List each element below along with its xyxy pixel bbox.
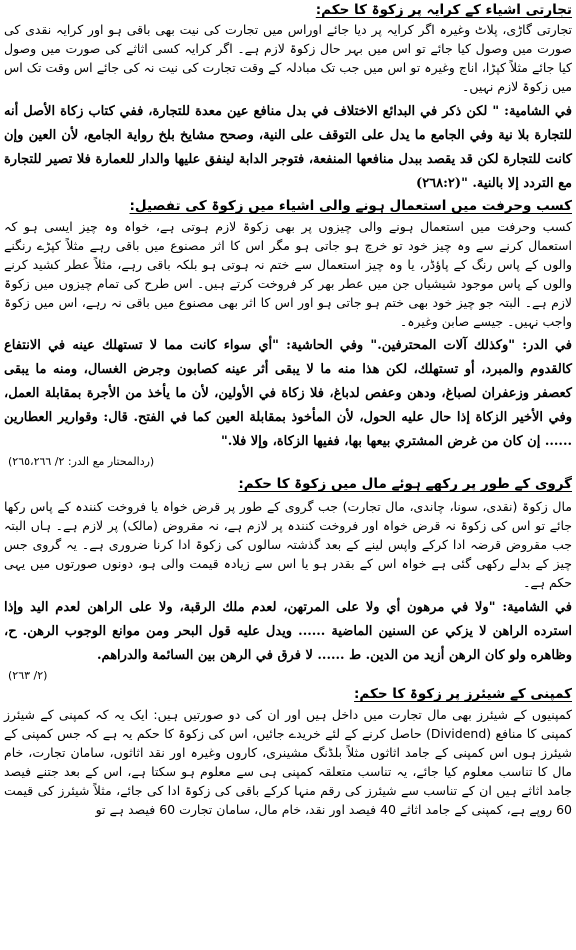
arabic-quote-shamiya-pledge: في الشامية: "ولا في مرهون أي ولا على المرتهن، لعدم ملك الرقبة، ولا على الراهن لعدم اليد وإذا استرده الراهن لا يزكي عن السنين الماضية ...... ويدل عليه قول البحر ومن موانع الوجوب الرهن. ح، وظاهره ولو كان الرهن أزيد من الدين. ط ...... لا فرق في الرهن بين السائمة والدراهم. xyxy=(4,600,572,663)
section-heading-craft-tools: کسب وحرفت میں استعمال ہونے والی اشیاء میں زکوۃ کی تفصیل: xyxy=(129,198,572,214)
section-paragraph-craft-tools: کسب وحرفت میں استعمال ہونے والی چیزوں پر بھی زکوۃ لازم ہوتی ہے، خواہ وہ چیز ایسی ہو کہ استعمال کرنے سے وہ چیز خود تو خرچ ہو جاتی ہو مگر اس کا اثر مصنوع میں باقی رہے مثلاً کپڑے رنگنے والوں کے پاس رنگ کے پاؤڈر، یا وہ چیز استعمال سے ختم نہ ہوتی ہو بلکہ باقی رہے، مثلاً عطر کشید کرنے والوں کے پاس موجود شیشیاں جن میں عطر بھر کر فروخت کرتے ہیں۔ اس طرح کی تمام چیزوں میں زکوۃ لازم ہے۔ البتہ جو چیز خود بھی ختم ہو جاتی ہو اور اس کا اثر بھی مصنوع میں باقی نہ رہے، اس میں زکوۃ واجب نہیں۔ جیسے صابن وغیرہ۔ xyxy=(4,219,572,329)
section-heading-rental-assets: تجارتی اشیاء کے کرایہ پر زکوۃ کا حکم: xyxy=(315,2,572,18)
section-heading-pledged-property: گروی کے طور پر رکھے ہوئے مال میں زکوۃ کا حکم: xyxy=(238,476,572,492)
arabic-quote-durr-craft-tools: في الدر: "وكذلك آلات المحترفين." وفي الحاشية: "أي سواء كانت مما لا تستهلك عينه في الانتفاع كالقدوم والمبرد، أو تستهلك، لكن هذا منه ما لا يبقى أثر عينه كصابون وجرض الغسال، ومنه ما يبقى كعصفر وزعفران لصباغ، ودهن وعفص لدباغ، فلا زكاة في الأولين، لأن ما يأخذ من الأجرة بمقابلة العمل، وفي الأخير الزكاة إذا حال عليه الحول، لأن المأخوذ بمقابلة العين كما في الفتح. قال: وقوارير العطارين ...... إن كان من غرض المشتري بيعها بها، ففيها الزكاة، وإلا فلا." xyxy=(4,338,572,449)
section-heading-company-shares: کمپنی کے شیئرز پر زکوۃ کا حکم: xyxy=(354,686,572,702)
dividend-term: (Dividend) xyxy=(425,726,492,741)
arabic-quote-shamiya-rental: في الشامية: " لكن ذكر في البدائع الاختلاف في بدل منافع عين معدة للتجارة، ففي كتاب زكاة الأصل أنه للتجارة بلا نية وفي الجامع ما يدل على التوقف على النية، وصحح مشايخ بلخ رواية الجامع، لأن العين وإن كانت للتجارة لكن قد يقصد ببدل منافعها المنفعة، فتوجر الدابة لينفق عليها والدار للعمارة فلا تصير للتجارة مع التردد إلا بالنية. "(٢٦٨:٢) xyxy=(4,104,572,191)
shares-text-part2: حاصل کرنے کے لئے خریدے جائیں، اس کی زکوۃ کا حکم یہ ہے کہ جس کمپنی کے شیئرز ہوں اس کمپنی کے جامد اثاثوں مثلاً بلڈنگ مشینری، کاروں وغیرہ اور نقد اثاثوں، سامان تجارت، خام مال کا تناسب معلوم کیا جائے، یہ تناسب متعلقہ کمپنی ہی سے معلوم ہو سکتا ہے، اس کے بعد جتنے فیصد جامد اثاثے ہیں ان کے تناسب سے شیئرز کی رقم منہا کرکے باقی کی زکوۃ ادا کی جائے، مثلاً شیئرز کی قیمت 60 روپے ہے، کمپنی کے جامد اثاثے 40 فیصد اور نقد، خام مال، سامان تجارت 60 فیصد ہے تو xyxy=(4,726,572,817)
section-paragraph-rental-assets: تجارتی گاڑی، پلاٹ وغیرہ اگر کرایہ پر دیا جائے اوراس میں تجارت کی نیت بھی باقی ہو اور کرایہ نقدی کی صورت میں وصول کیا جائے تو اس میں بہر حال زکوۃ لازم ہے۔ اگر کرایہ کسی اثاثے کی صورت میں وصول کیا جائے مثلاً کپڑا، اناج وغیرہ تو اس میں جب تک مبادلہ کے وقت تجارت کی نیت نہ کی جائے اس وقت تک اس میں زکوۃ لازم نہیں۔ xyxy=(4,22,572,94)
reference-citation-durr: (ردالمحتار مع الدر: ٢/ ٢٦٥،٢٦٦) xyxy=(8,455,155,468)
section-paragraph-pledged-property: مال زکوۃ (نقدی، سونا، چاندی، مال تجارت) جب گروی کے طور پر قرض خواہ یا فروخت کنندہ کے پاس رکھا جائے تو اس کی زکوۃ نہ قرض خواہ اور فروخت کنندہ پر لازم ہے، نہ مقروض (مالک) پر لازم ہے۔ ہاں البتہ جب مقروض قرضہ ادا کرکے واپس لینے کے بعد گذشتہ سالوں کی زکوۃ ادا کرنا ضروری ہے۔ یہ گروی جس چیز کے بدلے رکھی گئی ہے خواہ اس کے بقدر ہو یا اس سے زیادہ قیمت والی ہو، دونوں صورتوں میں یہی حکم ہے۔ xyxy=(4,499,572,590)
section-paragraph-company-shares xyxy=(4,705,572,819)
shares-text-part1: کمپنیوں کے شیئرز بھی مال تجارت میں داخل ہیں اور ان کی دو صورتیں ہیں: ایک یہ کہ کمپنی کے شیئرز کمپنی کا منافع xyxy=(4,707,572,741)
reference-citation-pledge: (٢/ ٢٦٣) xyxy=(8,669,48,682)
